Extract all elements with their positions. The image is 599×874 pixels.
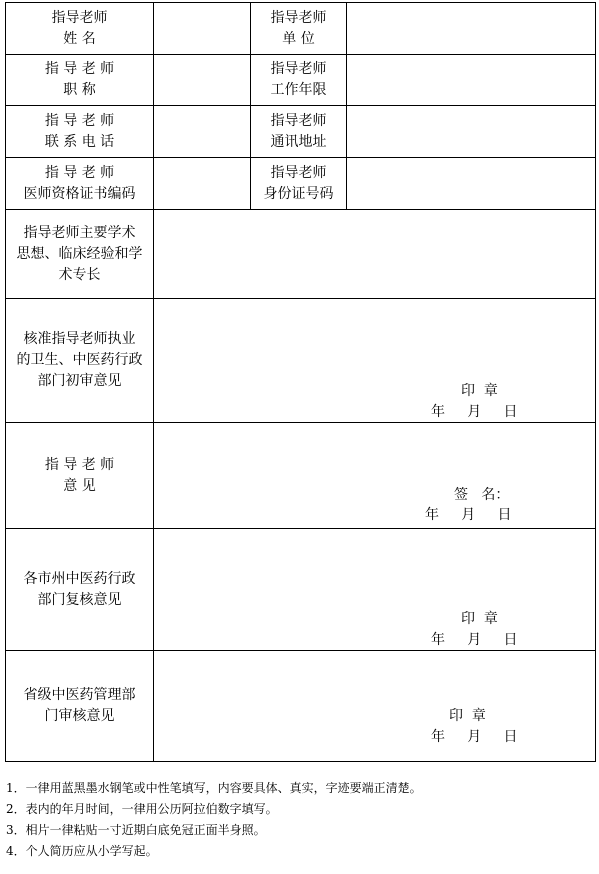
label-teacher-phone: 指 导 老 师 联 系 电 话 [6,106,154,158]
label-teacher-opinion: 指 导 老 师 意 见 [6,423,154,529]
label-province-dept: 省级中医药管理部 门审核意见 [6,651,154,762]
field-teacher-address[interactable] [347,106,596,158]
label-teacher-years: 指导老师 工作年限 [251,55,347,106]
province-dept-seal: 印 章 [449,708,486,724]
teacher-opinion-date: 年 月 日 [425,507,512,523]
label-health-dept: 核准指导老师执业 的卫生、中医药行政 部门初审意见 [6,299,154,423]
form-row-certificate [6,158,596,210]
note-item: 4．个人简历应从小学写起。 [6,844,158,858]
field-teacher-years[interactable] [347,55,596,106]
label-academic-thought: 指导老师主要学术 思想、临床经验和学 术专长 [6,210,154,299]
field-academic-thought[interactable] [154,210,596,299]
label-teacher-address: 指导老师 通讯地址 [251,106,347,158]
label-teacher-title: 指 导 老 师 职 称 [6,55,154,106]
label-teacher-name: 指导老师 姓 名 [6,3,154,55]
field-teacher-unit[interactable] [347,3,596,55]
form-row-province-dept [6,651,596,762]
field-teacher-phone[interactable] [154,106,251,158]
field-teacher-opinion[interactable] [154,423,596,529]
form-notes [6,778,596,862]
province-dept-date: 年 月 日 [431,729,518,745]
label-teacher-cert: 指 导 老 师 医师资格证书编码 [6,158,154,210]
field-teacher-title[interactable] [154,55,251,106]
health-dept-date: 年 月 日 [431,404,518,420]
form-row-name [6,3,596,55]
form-row-title [6,55,596,106]
note-item: 2．表内的年月时间，一律用公历阿拉伯数字填写。 [6,802,278,816]
label-teacher-id: 指导老师 身份证号码 [251,158,347,210]
field-teacher-name[interactable] [154,3,251,55]
label-teacher-unit: 指导老师 单 位 [251,3,347,55]
teacher-signature: 签 名： [454,487,510,503]
city-dept-seal: 印 章 [461,611,498,627]
form-row-contact [6,106,596,158]
form-row-academic [6,210,596,299]
field-teacher-id[interactable] [347,158,596,210]
form-row-teacher-opinion [6,423,596,529]
note-item: 1．一律用蓝黑墨水钢笔或中性笔填写，内容要具体、真实，字迹要端正清楚。 [6,781,422,795]
note-item: 3．相片一律粘贴一寸近期白底免冠正面半身照。 [6,823,266,837]
label-city-dept: 各市州中医药行政 部门复核意见 [6,529,154,651]
field-health-dept[interactable] [154,299,596,423]
health-dept-seal: 印 章 [461,383,498,399]
city-dept-date: 年 月 日 [431,632,518,648]
form-row-health-dept [6,299,596,423]
field-city-dept[interactable] [154,529,596,651]
field-province-dept[interactable] [154,651,596,762]
application-form-table [5,2,596,762]
form-row-city-dept [6,529,596,651]
field-teacher-cert[interactable] [154,158,251,210]
